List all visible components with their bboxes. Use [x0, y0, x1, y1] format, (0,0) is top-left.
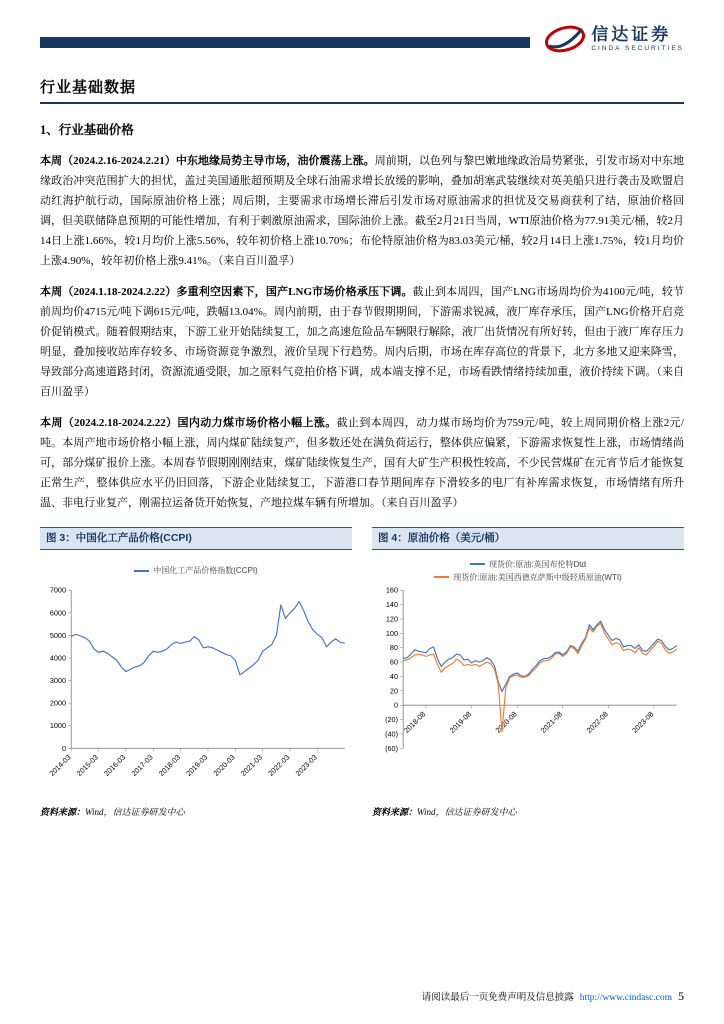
figure-crude-oil	[372, 527, 684, 817]
source-text: Wind，信达证券研发中心	[85, 806, 185, 817]
svg-text:2000: 2000	[49, 699, 67, 709]
svg-text:2018-08: 2018-08	[402, 710, 428, 736]
svg-text:5000: 5000	[49, 631, 67, 641]
crude-oil-legend	[372, 557, 684, 584]
svg-text:2015-03: 2015-03	[74, 753, 100, 779]
paragraph-lng-price-lead: 本周（2024.1.18-2024.2.22）多重利空因素下，国产LNG市场价格承压下调。	[40, 286, 413, 299]
legend-line-swatch	[434, 576, 449, 578]
ccpi-plot	[40, 584, 352, 797]
svg-text:6000: 6000	[49, 608, 67, 618]
page-number: 5	[678, 989, 684, 1003]
svg-text:2020-03: 2020-03	[211, 753, 237, 779]
figure-ccpi	[40, 527, 352, 817]
paragraph-coal-price-lead: 本周（2024.2.18-2024.2.22）国内动力煤市场价格小幅上涨。	[40, 417, 337, 430]
page-footer	[422, 989, 684, 1004]
legend-label: 现货价:原油:美国西德克萨斯中级轻质原油(WTI)	[453, 572, 622, 582]
paragraph-lng-price	[40, 282, 684, 402]
svg-text:2020-08: 2020-08	[493, 710, 519, 736]
footer-notice: 请阅读最后一页免费声明及信息披露	[421, 993, 574, 1003]
svg-text:2021-03: 2021-03	[238, 753, 265, 779]
svg-text:2021-08: 2021-08	[538, 710, 565, 736]
svg-text:4000: 4000	[49, 653, 67, 663]
legend-label: 现货价:原油:英国布伦特Dtd	[489, 559, 586, 569]
svg-text:120: 120	[385, 614, 399, 624]
svg-text:40: 40	[389, 672, 399, 682]
source-text: Wind，信达证券研发中心	[417, 806, 517, 817]
brand-name-cn: 信达证券	[591, 24, 672, 44]
footer-url[interactable]: http://www.cindasc.com	[579, 993, 672, 1003]
svg-text:7000: 7000	[49, 586, 67, 596]
crude-oil-plot	[372, 584, 684, 797]
legend-item	[434, 572, 621, 583]
svg-text:(60): (60)	[385, 744, 399, 754]
svg-text:160: 160	[385, 586, 399, 596]
figure-ccpi-source	[40, 805, 352, 818]
svg-text:0: 0	[61, 744, 67, 754]
source-label: 资料来源：	[40, 806, 86, 817]
svg-text:80: 80	[389, 643, 399, 653]
svg-text:2014-03: 2014-03	[47, 753, 73, 779]
figures-row	[40, 527, 684, 817]
paragraph-oil-price-body: 周前期，以色列与黎巴嫩地缘政治局势紧张，引发市场对中东地缘政治冲突范围扩大的担忧，盖过美国通胀超预期及全球石油需求增长放缓的影响，叠加胡塞武装继续对英美船只进行袭击及欧盟启动红海护航行动，国际原油价格上涨；周后期，主要需求市场增长滞后引发市场对原油需求的担忧及交易商获利了结，原油价格回调，但美联储降息预期的可能性增加，有利于刺激原油需求，国际油价上涨。截至2月21日当周，WTI原油价格为77.91美元/桶，较2月14日上涨1.66%，较1月均价上涨5.56%，较年初价格上涨10.70%；布伦特原油价格为83.03美元/桶，较2月14日上涨1.75%，较1月均价上涨4.90%，较年初价格上涨9.41%。（来自百川盈孚）	[40, 155, 684, 268]
ccpi-chart	[40, 550, 352, 797]
svg-text:0: 0	[393, 701, 399, 711]
section-title: 行业基础数据	[40, 79, 137, 96]
legend-item	[470, 559, 586, 570]
svg-text:2022-08: 2022-08	[584, 710, 610, 736]
brand-text	[591, 26, 684, 53]
section-rule	[40, 102, 684, 104]
header-rule	[40, 37, 530, 48]
svg-text:1000: 1000	[49, 721, 67, 731]
subsection-title: 1、行业基础价格	[40, 123, 134, 137]
figure-crude-oil-title: 图 4：原油价格（美元/桶）	[372, 527, 684, 550]
legend-item	[134, 565, 257, 576]
figure-ccpi-title: 图 3：中国化工产品价格(CCPI)	[40, 527, 352, 550]
legend-line-swatch	[470, 563, 485, 565]
paragraph-lng-price-body: 截止到本周四，国产LNG市场周均价为4100元/吨，较节前周均价4715元/吨下调615元/吨，跌幅13.04%。周内前期，由于春节假期期间，下游需求锐减，液厂库存承压，国产LNG价格开启竞价促销模式。随着假期结束，下游工业开始陆续复工，加之高速危险品车辆限行解除，液厂出货情况有所好转，但由于液厂库存压力明显，叠加接收站库存较多、市场资源竞争激烈，液价呈现下行趋势。周内后期，市场在库存高位的背景下，北方多地又迎来降雪，导致部分高速道路封闭，资源流通受限，加之原料气竞拍价格下调，成本端支撑不足，市场看跌情绪持续加重，液价持续下调。（来自百川盈孚）	[40, 286, 684, 399]
paragraph-oil-price	[40, 151, 684, 271]
cinda-logo-icon	[544, 22, 586, 56]
ccpi-legend	[40, 557, 352, 584]
svg-text:2017-03: 2017-03	[129, 753, 155, 779]
svg-text:140: 140	[385, 600, 399, 610]
svg-text:(20): (20)	[385, 715, 399, 725]
svg-text:2019-03: 2019-03	[184, 753, 210, 779]
svg-text:2019-08: 2019-08	[447, 710, 473, 736]
svg-text:2016-03: 2016-03	[102, 753, 128, 779]
crude-oil-chart	[372, 550, 684, 797]
svg-text:60: 60	[389, 657, 399, 667]
paragraph-coal-price	[40, 413, 684, 513]
source-label: 资料来源：	[372, 806, 418, 817]
svg-text:2023-08: 2023-08	[630, 710, 656, 736]
page-header	[40, 22, 684, 56]
svg-text:2023-03: 2023-03	[293, 753, 319, 779]
brand-name-en: CINDA SECURITIES	[591, 45, 684, 53]
paragraph-oil-price-lead: 本周（2024.2.16-2024.2.21）中东地缘局势主导市场，油价震荡上涨。	[40, 155, 375, 167]
legend-line-swatch	[134, 570, 149, 572]
svg-text:(40): (40)	[385, 729, 399, 739]
legend-label: 中国化工产品价格指数(CCPI)	[153, 566, 258, 576]
figure-crude-oil-source	[372, 805, 684, 818]
svg-text:2018-03: 2018-03	[156, 753, 183, 779]
svg-text:100: 100	[385, 629, 399, 639]
svg-text:20: 20	[389, 686, 399, 696]
cinda-logo	[544, 22, 684, 56]
svg-text:3000: 3000	[49, 676, 67, 686]
paragraph-coal-price-body: 截止到本周四，动力煤市场均价为759元/吨，较上周同期价格上涨2元/吨。本周产地市场价格小幅上涨，周内煤矿陆续复产，但多数还处在满负荷运行，整体供应偏紧，下游需求恢复性上涨，市场情绪尚可，部分煤矿报价上涨。本周春节假期刚刚结束，煤矿陆续恢复生产，国有大矿生产积极性较高，不少民营煤矿在元宵节后才能恢复正常生产，整体供应水平仍旧回落，下游企业陆续复工，下游港口春节期间库存下滑较多的电厂有补库需求恢复，市场情绪有所升温、非电行业复产，刚需拉运备货开始恢复，产地拉煤车辆有所增加。（来自百川盈孚）	[40, 417, 684, 510]
svg-text:2022-03: 2022-03	[266, 753, 292, 779]
